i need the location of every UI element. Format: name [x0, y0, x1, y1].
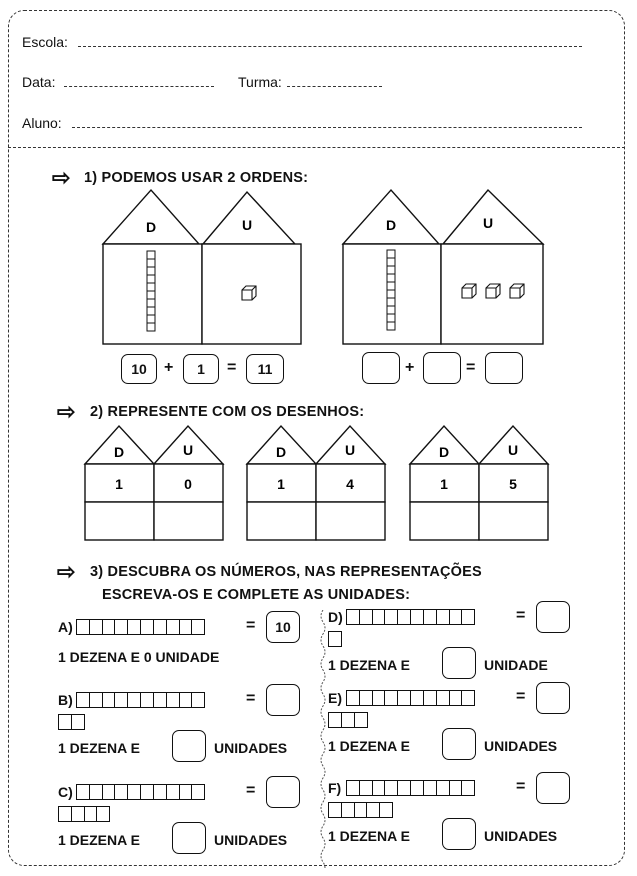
unidades-text: UNIDADES — [214, 740, 288, 756]
exercise-letter: E) — [328, 690, 342, 706]
units-answer-box[interactable] — [442, 818, 476, 850]
plus-sign: + — [164, 359, 174, 376]
date-field[interactable] — [64, 86, 214, 87]
arrow-icon: ⇨ — [52, 165, 71, 190]
answer-box[interactable] — [266, 684, 300, 716]
rod-segment — [147, 251, 155, 259]
answer-box[interactable] — [266, 776, 300, 808]
house-label-u: U — [482, 215, 494, 231]
draw-tens-cell — [410, 502, 479, 540]
result-answer-box[interactable] — [485, 352, 523, 384]
rod-segment — [387, 314, 395, 322]
section3-title-line2: ESCREVA-OS E COMPLETE AS UNIDADES: — [102, 587, 411, 603]
strip-cell — [461, 690, 475, 706]
rod-segment — [387, 250, 395, 258]
units-digit: 5 — [509, 476, 517, 492]
house-label-d: D — [385, 217, 397, 233]
ten-strip — [346, 780, 474, 796]
cube-icon — [510, 284, 524, 298]
answer-box[interactable] — [536, 601, 570, 633]
answer-box: 10 — [266, 611, 300, 643]
rod-segment — [387, 266, 395, 274]
dezena-text: 1 DEZENA E — [58, 832, 140, 848]
school-label: Escola: — [22, 34, 68, 50]
dezena-text: 1 DEZENA E 0 UNIDADE — [58, 649, 220, 665]
rod-segment — [387, 298, 395, 306]
exercise-letter: C) — [58, 784, 73, 800]
rod-segment — [387, 290, 395, 298]
tens-digit: 1 — [440, 476, 448, 492]
draw-tens-cell — [247, 502, 316, 540]
equals-sign: = — [246, 782, 256, 799]
equals-sign: = — [516, 607, 526, 624]
extra-units — [328, 631, 341, 647]
section1-title: 1) PODEMOS USAR 2 ORDENS: — [84, 170, 309, 186]
unit-cell — [96, 806, 110, 822]
answer-box[interactable] — [536, 682, 570, 714]
unit-cell — [379, 802, 393, 818]
dezena-text: 1 DEZENA E — [328, 738, 410, 754]
rod-segment — [387, 322, 395, 330]
answer-box[interactable] — [536, 772, 570, 804]
draw-units-cell — [316, 502, 385, 540]
exercise-item — [328, 607, 598, 687]
ten-strip — [76, 784, 204, 800]
strip-cell — [191, 692, 205, 708]
extra-units — [328, 712, 366, 728]
rod-segment — [147, 315, 155, 323]
result-box: 11 — [246, 354, 284, 384]
section2-title: 2) REPRESENTE COM OS DESENHOS: — [90, 404, 365, 420]
house-label-d: D — [438, 444, 450, 460]
student-label: Aluno: — [22, 115, 62, 131]
unit-cell — [328, 631, 342, 647]
exercise-item — [58, 690, 328, 770]
units-answer-box[interactable] — [442, 728, 476, 760]
section3-title-line1: 3) DESCUBRA OS NÚMEROS, NAS REPRESENTAÇÕES — [90, 564, 482, 580]
exercise-item — [328, 778, 598, 858]
house-label-u: U — [344, 442, 356, 458]
unit-cube — [242, 286, 256, 300]
equals-sign: = — [227, 359, 237, 376]
ten-rod — [147, 251, 155, 331]
house-label-d: D — [275, 444, 287, 460]
arrow-icon: ⇨ — [57, 559, 76, 584]
header-divider — [8, 147, 625, 148]
exercise-letter: D) — [328, 609, 343, 625]
units-answer-box[interactable] — [172, 730, 206, 762]
ten-rod — [387, 250, 395, 330]
unidades-text: UNIDADES — [484, 828, 558, 844]
equals-sign: = — [246, 617, 256, 634]
strip-cell — [191, 619, 205, 635]
cube-icon — [242, 286, 256, 300]
exercise-letter: A) — [58, 619, 73, 635]
dezena-text: 1 DEZENA E — [328, 657, 410, 673]
equals-sign: = — [246, 690, 256, 707]
strip-cell — [191, 784, 205, 800]
rod-segment — [147, 275, 155, 283]
ten-strip — [346, 609, 474, 625]
unit-cell — [71, 714, 85, 730]
draw-units-cell — [479, 502, 548, 540]
student-field[interactable] — [72, 127, 582, 128]
ten-strip — [76, 619, 204, 635]
rod-segment — [387, 258, 395, 266]
dezena-text: 1 DEZENA E — [58, 740, 140, 756]
rod-segment — [147, 323, 155, 331]
rod-segment — [387, 282, 395, 290]
exercise-letter: F) — [328, 780, 342, 796]
unidades-text: UNIDADES — [484, 738, 558, 754]
rod-segment — [147, 267, 155, 275]
units-box: 1 — [183, 354, 219, 384]
house-label-d: D — [145, 219, 157, 235]
house-2 — [247, 426, 385, 540]
arrow-icon: ⇨ — [57, 399, 76, 424]
rod-segment — [147, 291, 155, 299]
units-answer-box[interactable] — [423, 352, 461, 384]
house-label-d: D — [113, 444, 125, 460]
exercise-item — [58, 782, 328, 862]
plus-sign: + — [405, 359, 415, 376]
ten-strip — [346, 690, 474, 706]
rod-segment — [147, 307, 155, 315]
draw-units-cell — [154, 502, 223, 540]
extra-units — [58, 714, 84, 730]
date-label: Data: — [22, 74, 56, 90]
draw-tens-cell — [85, 502, 154, 540]
house-example-1 — [95, 186, 305, 346]
extra-units — [328, 802, 392, 818]
equals-sign: = — [516, 778, 526, 795]
units-answer-box[interactable] — [172, 822, 206, 854]
rod-segment — [147, 283, 155, 291]
house-3 — [410, 426, 548, 540]
strip-cell — [461, 609, 475, 625]
units-digit: 4 — [346, 476, 354, 492]
cube-icon — [486, 284, 500, 298]
strip-cell — [461, 780, 475, 796]
house-example-2 — [335, 186, 550, 346]
house-label-u: U — [241, 217, 253, 233]
unidades-text: UNIDADES — [214, 832, 288, 848]
tens-digit: 1 — [115, 476, 123, 492]
units-digit: 0 — [184, 476, 192, 492]
units-answer-box[interactable] — [442, 647, 476, 679]
house-label-u: U — [182, 442, 194, 458]
unit-cubes — [462, 284, 524, 298]
tens-digit: 1 — [277, 476, 285, 492]
equals-sign: = — [466, 359, 476, 376]
unidades-text: UNIDADE — [484, 657, 548, 673]
rod-segment — [387, 274, 395, 282]
tens-answer-box[interactable] — [362, 352, 400, 384]
place-value-houses — [0, 420, 637, 545]
extra-units — [58, 806, 109, 822]
rod-segment — [387, 306, 395, 314]
tens-box: 10 — [121, 354, 157, 384]
unit-cell — [354, 712, 368, 728]
class-field[interactable] — [287, 86, 382, 87]
cube-icon — [462, 284, 476, 298]
ten-strip — [76, 692, 204, 708]
rod-segment — [147, 299, 155, 307]
house-1 — [85, 426, 223, 540]
dezena-text: 1 DEZENA E — [328, 828, 410, 844]
house-label-u: U — [507, 442, 519, 458]
exercise-item — [328, 688, 598, 768]
class-label: Turma: — [238, 74, 282, 90]
equals-sign: = — [516, 688, 526, 705]
rod-segment — [147, 259, 155, 267]
school-field[interactable] — [78, 46, 582, 47]
exercise-letter: B) — [58, 692, 73, 708]
